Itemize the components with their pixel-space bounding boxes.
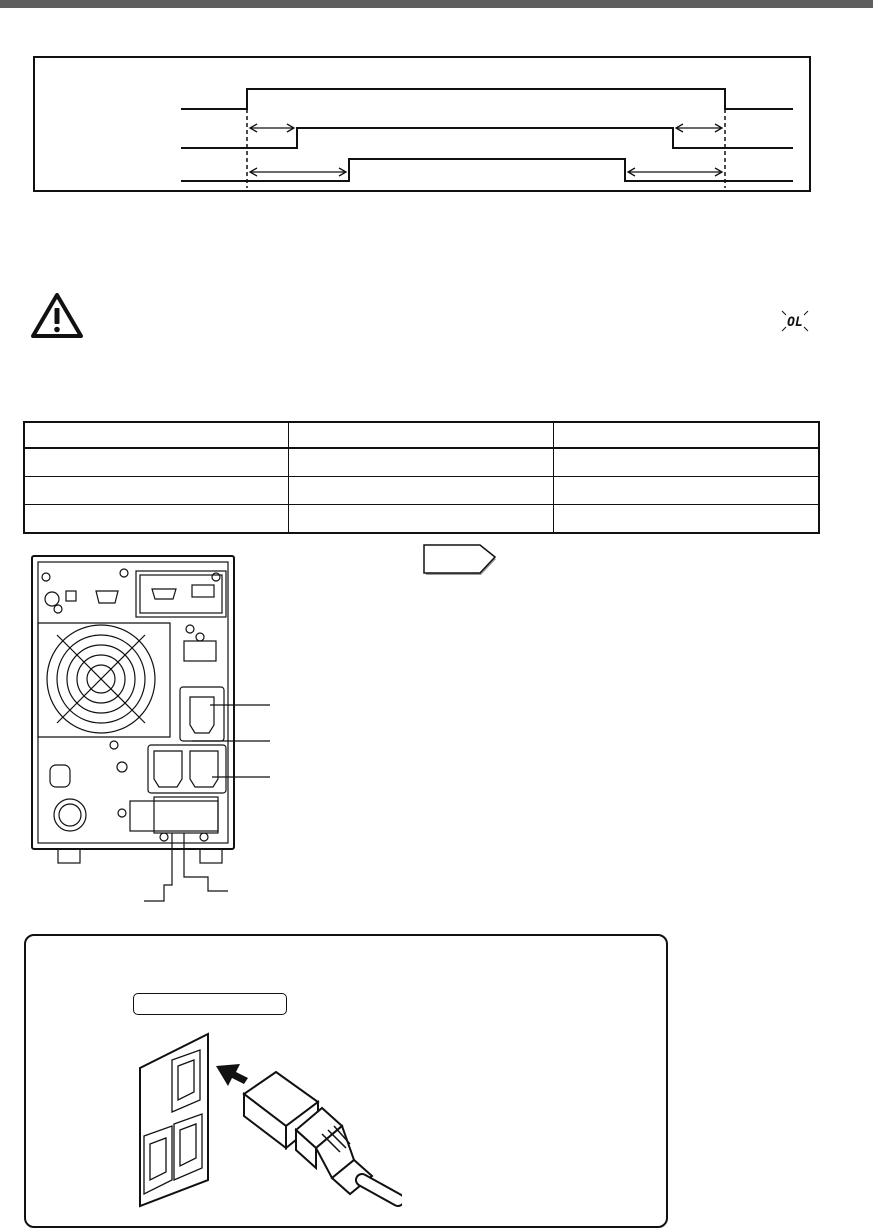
outlet-label-pill <box>133 993 287 1015</box>
svg-text:OL: OL <box>787 315 803 330</box>
spec-table <box>23 421 820 534</box>
table-row <box>24 504 819 533</box>
table-cell <box>24 504 289 533</box>
power-cord-plug-into-outlet-icon <box>136 1030 402 1210</box>
waveform-3 <box>181 159 793 181</box>
table-cell <box>554 422 820 448</box>
table-row <box>24 448 819 476</box>
table-cell <box>289 504 554 533</box>
table-cell <box>289 476 554 504</box>
timing-waveforms <box>35 58 813 194</box>
table-header-row <box>24 422 819 448</box>
table-cell <box>289 448 554 476</box>
waveform-1 <box>181 89 793 109</box>
table-cell <box>24 448 289 476</box>
waveform-2 <box>181 128 793 148</box>
timing-diagram <box>33 56 811 192</box>
overload-ol-indicator-icon <box>778 308 812 334</box>
table-cell <box>554 448 820 476</box>
header-bar <box>0 0 873 8</box>
table-cell <box>24 422 289 448</box>
table-cell <box>554 476 820 504</box>
table-cell <box>554 504 820 533</box>
next-page-tag-icon <box>423 544 499 578</box>
ups-rear-panel-icon <box>24 553 304 913</box>
table-cell <box>289 422 554 448</box>
table-cell <box>24 476 289 504</box>
table-row <box>24 476 819 504</box>
warning-triangle-icon <box>30 292 84 340</box>
